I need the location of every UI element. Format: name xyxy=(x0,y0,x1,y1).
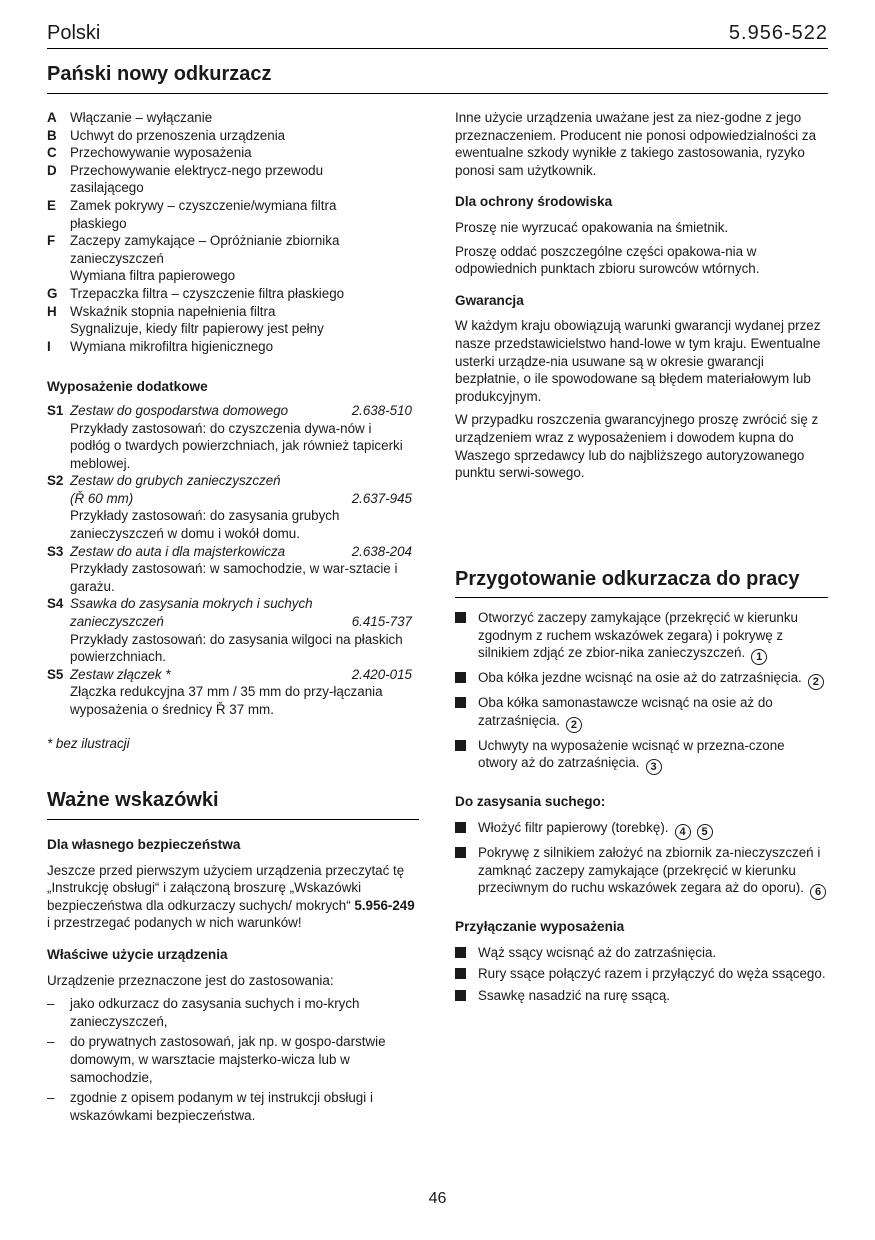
legend-line: Sygnalizuje, kiedy filtr papierowy jest pełny xyxy=(70,321,324,337)
page-header xyxy=(47,22,828,49)
section-title-new-vacuum: Pański nowy odkurzacz xyxy=(47,63,272,85)
legend-key: E xyxy=(47,197,56,213)
legend-line: Przechowywanie elektrycz-nego przewodu xyxy=(70,162,324,178)
legend-item xyxy=(47,144,412,162)
proper-use-list xyxy=(47,995,419,1124)
accessory-part-number: 2.637-945 xyxy=(351,490,412,506)
section-rule xyxy=(455,597,828,598)
bullet-square-icon xyxy=(455,947,466,958)
step-text-content: Oba kółka samonastawcze wcisnąć na osie aż do zatrzaśnięcia. xyxy=(478,695,773,728)
figure-ref-icon: 3 xyxy=(646,759,662,775)
dash-marker: – xyxy=(47,1034,55,1050)
legend-text xyxy=(70,127,412,145)
legend-line: Zamek pokrywy – czyszczenie/wymiana filtra xyxy=(70,197,337,213)
proper-use-text: jako odkurzacz do zasysania suchych i mo-krych zanieczyszczeń, xyxy=(70,996,360,1029)
legend-line: płaskiego xyxy=(70,215,127,231)
legend-line: Przechowywanie wyposażenia xyxy=(70,145,252,161)
warranty-text-2: W przypadku roszczenia gwarancyjnego proszę zwrócić się z urządzeniem wraz z wyposażeniem i dowodem kupna do Waszego sprzedawcy lub do najbliższego autoryzowanego punktu serwi-sowego. xyxy=(455,412,819,481)
legend-key: D xyxy=(47,162,57,178)
figure-ref-icon: 6 xyxy=(810,884,826,900)
legend-key: F xyxy=(47,233,56,249)
legend-text xyxy=(70,338,412,356)
accessory-title-line xyxy=(70,595,412,613)
dry-vacuum-title: Do zasysania suchego: xyxy=(455,794,606,810)
accessory-description: Złączka redukcyjna 37 mm / 35 mm do przy-łączania wyposażenia o średnicy Ř 37 mm. xyxy=(70,684,383,717)
step-item xyxy=(455,944,827,962)
bullet-square-icon xyxy=(455,697,466,708)
step-text xyxy=(478,944,716,962)
parts-legend xyxy=(47,109,412,355)
step-item xyxy=(455,737,827,776)
accessory-key: S1 xyxy=(47,402,64,418)
step-item xyxy=(455,694,827,733)
bullet-square-icon xyxy=(455,740,466,751)
accessory-title-line xyxy=(70,402,412,420)
legend-text xyxy=(70,144,412,162)
step-item xyxy=(455,669,827,690)
legend-item xyxy=(47,109,412,127)
warranty-title: Gwarancja xyxy=(455,292,524,308)
step-text xyxy=(478,669,824,690)
legend-line: Zaczepy zamykające – Opróżnianie zbiornika xyxy=(70,233,340,249)
step-text xyxy=(478,965,826,983)
accessory-key: S2 xyxy=(47,473,64,489)
proper-use-text: do prywatnych zastosowań, jak np. w gospo-darstwie domowym, w warsztacie majsterko-wicza lub w samochodzie, xyxy=(70,1034,386,1085)
accessory-title-line xyxy=(70,543,412,561)
accessory-body xyxy=(70,402,412,472)
language-label: Polski xyxy=(47,22,101,44)
legend-text xyxy=(70,232,412,285)
section-rule xyxy=(47,819,419,820)
accessory-part-number: 2.638-204 xyxy=(351,543,412,559)
step-text-content: Włożyć filtr papierowy (torebkę). xyxy=(478,819,669,835)
legend-line: Trzepaczka filtra – czyszczenie filtra płaskiego xyxy=(70,285,345,301)
legend-text xyxy=(70,109,412,127)
proper-use-intro: Urządzenie przeznaczone jest do zastosowania: xyxy=(47,972,334,988)
legend-key: I xyxy=(47,338,51,354)
environment-text-1: Proszę nie wyrzucać opakowania na śmietnik. xyxy=(455,219,729,235)
document-code: 5.956-522 xyxy=(728,22,828,44)
bullet-square-icon xyxy=(455,822,466,833)
step-text-content: Otworzyć zaczepy zamykające (przekręcić w kierunku zgodnym z ruchem wskazówek zegara) i pokrywę z silnikiem zdjąć ze zbior-nika zanieczyszczeń. xyxy=(478,610,798,661)
section-rule xyxy=(47,93,828,94)
accessory-body xyxy=(70,666,412,719)
legend-line: Wskaźnik stopnia napełnienia filtra xyxy=(70,303,276,319)
accessory-body xyxy=(70,595,412,665)
safety-title: Dla własnego bezpieczeństwa xyxy=(47,837,241,852)
legend-key: A xyxy=(47,110,57,125)
legend-item xyxy=(47,232,412,285)
connect-accessories-steps xyxy=(455,944,827,1005)
legend-text xyxy=(70,197,412,232)
step-item xyxy=(455,987,827,1005)
accessory-name: Ssawka do zasysania mokrych i suchych xyxy=(70,596,313,612)
proper-use-item xyxy=(47,995,419,1030)
accessory-item xyxy=(47,402,412,472)
step-item xyxy=(455,819,827,840)
accessory-description: Przykłady zastosowań: do czyszczenia dywa-nów i podłóg o twardych powierzchniach, jak również tapicerki meblowej. xyxy=(70,420,403,471)
legend-item xyxy=(47,303,412,338)
right-column-top xyxy=(455,109,827,488)
accessory-item xyxy=(47,595,412,665)
accessory-title-line xyxy=(70,613,412,631)
step-text-content: Wąż ssący wcisnąć aż do zatrzaśnięcia. xyxy=(478,944,717,960)
accessory-key: S5 xyxy=(47,666,64,682)
dash-marker: – xyxy=(47,1090,55,1106)
accessory-item xyxy=(47,543,412,596)
bullet-square-icon xyxy=(455,847,466,858)
legend-line: Wymiana filtra papierowego xyxy=(70,268,236,284)
step-text xyxy=(478,819,713,840)
accessory-part-number: 6.415-737 xyxy=(351,614,412,630)
legend-line: Wymiana mikrofiltra higienicznego xyxy=(70,338,274,354)
footnote: * bez ilustracji xyxy=(47,735,130,751)
accessories-list xyxy=(47,402,412,719)
step-text-content: Uchwyty na wyposażenie wcisnąć w przezna-czone otwory aż do zatrzaśnięcia. xyxy=(478,737,785,771)
accessory-key: S4 xyxy=(47,596,64,612)
bullet-square-icon xyxy=(455,612,466,623)
figure-ref-icon: 2 xyxy=(566,717,582,733)
step-text-content: Rury ssące połączyć razem i przyłączyć do węża ssącego. xyxy=(478,966,826,982)
legend-item xyxy=(47,162,412,197)
accessory-name: (Ř 60 mm) xyxy=(70,490,134,506)
dash-marker: – xyxy=(47,996,55,1012)
accessory-part-number: 2.638-510 xyxy=(351,402,412,418)
accessory-description: Przykłady zastosowań: do zasysania wilgoci na płaskich powierzchniach. xyxy=(70,631,403,665)
legend-line: zanieczyszczeń xyxy=(70,250,164,266)
section-title-important-notes: Ważne wskazówki xyxy=(47,789,219,811)
legend-key: H xyxy=(47,303,57,319)
environment-title: Dla ochrony środowiska xyxy=(455,194,613,210)
legend-key: C xyxy=(47,145,57,161)
bullet-square-icon xyxy=(455,672,466,683)
legend-line: zasilającego xyxy=(70,180,144,196)
proper-use-item xyxy=(47,1089,419,1124)
accessory-description: Przykłady zastosowań: do zasysania grubych zanieczyszczeń w domu i wokół domu. xyxy=(70,508,340,542)
accessory-title-line xyxy=(70,490,412,508)
bullet-square-icon xyxy=(455,968,466,979)
accessory-name: Zestaw złączek * xyxy=(70,666,171,682)
accessory-body xyxy=(70,543,412,596)
accessory-title-line xyxy=(70,666,412,684)
legend-key: B xyxy=(47,127,57,143)
legend-line: Włączanie – wyłączanie xyxy=(70,110,213,125)
accessory-name: Zestaw do grubych zanieczyszczeń xyxy=(70,473,281,489)
step-text xyxy=(478,737,827,776)
legend-item xyxy=(47,338,412,356)
figure-ref-icon: 4 xyxy=(675,824,691,840)
left-column-bottom xyxy=(47,836,419,1127)
legend-item xyxy=(47,285,412,303)
accessory-item xyxy=(47,666,412,719)
accessory-name: Zestaw do auta i dla majsterkowicza xyxy=(70,543,286,559)
bullet-square-icon xyxy=(455,990,466,1001)
proper-use-title: Właściwe użycie urządzenia xyxy=(47,946,228,962)
step-text-content: Ssawkę nasadzić na rurę ssącą. xyxy=(478,987,671,1003)
accessories-title: Wyposażenie dodatkowe xyxy=(47,379,208,395)
step-text xyxy=(478,987,670,1005)
page-number: 46 xyxy=(428,1190,447,1207)
legend-text xyxy=(70,162,412,197)
figure-ref-icon: 5 xyxy=(697,824,713,840)
step-text xyxy=(478,694,827,733)
warranty-text-1: W każdym kraju obowiązują warunki gwarancji wydanej przez nasze przedstawicielstwo hand-lowe w tym kraju. Ewentualne usterki urządze-nia usuwane są w okresie gwarancji bezpłatnie, o ile spowodowane są błędem materiałowym lub produkcyjnym. xyxy=(455,318,821,404)
step-text xyxy=(478,844,827,900)
accessory-description: Przykłady zastosowań: w samochodzie, w war-sztacie i garażu. xyxy=(70,561,398,594)
other-use-text: Inne użycie urządzenia uważane jest za niez-godne z jego przeznaczeniem. Producent nie ponosi odpowiedzialności za ewentualne szkody wynikłe z takiego zastosowania, ryzyko ponosi sam użytkownik. xyxy=(455,110,817,178)
accessory-part-number: 2.420-015 xyxy=(351,666,412,682)
safety-text: Jeszcze przed pierwszym użyciem urządzenia przeczytać tę „Instrukcję obsługi“ i załączoną broszurę „Wskazówki bezpieczeństwa dla odkurzaczy suchych/ mokrych“ 5.956-249 i przestrzegać podanych w nich warunków! xyxy=(47,862,415,931)
connect-accessories-title: Przyłączanie wyposażenia xyxy=(455,919,625,935)
accessory-item xyxy=(47,472,412,542)
step-text-content: Oba kółka jezdne wcisnąć na osie aż do zatrzaśnięcia. xyxy=(478,670,802,686)
step-item xyxy=(455,965,827,983)
section-title-preparation: Przygotowanie odkurzacza do pracy xyxy=(455,568,800,590)
figure-ref-icon: 1 xyxy=(751,649,767,665)
proper-use-item xyxy=(47,1033,419,1086)
accessory-title-line xyxy=(70,472,412,490)
proper-use-text: zgodnie z opisem podanym w tej instrukcji obsługi i wskazówkami bezpieczeństwa. xyxy=(70,1090,373,1123)
accessory-name: zanieczyszczeń xyxy=(70,614,164,630)
environment-text-2: Proszę oddać poszczególne części opakowa-nia w odpowiednich punktach zbioru surowców wtórnych. xyxy=(455,243,760,277)
right-column-bottom xyxy=(455,609,827,1009)
step-text xyxy=(478,609,827,665)
legend-key: G xyxy=(47,285,58,301)
legend-text xyxy=(70,303,412,338)
legend-item xyxy=(47,197,412,232)
step-item xyxy=(455,609,827,665)
left-column-top xyxy=(47,109,412,752)
preparation-steps xyxy=(455,609,827,775)
legend-item xyxy=(47,127,412,145)
legend-line: Uchwyt do przenoszenia urządzenia xyxy=(70,127,286,143)
accessory-key: S3 xyxy=(47,543,64,559)
accessory-body xyxy=(70,472,412,542)
accessory-name: Zestaw do gospodarstwa domowego xyxy=(70,402,289,418)
figure-ref-icon: 2 xyxy=(808,674,824,690)
legend-text xyxy=(70,285,412,303)
step-item xyxy=(455,844,827,900)
dry-vacuum-steps xyxy=(455,819,827,900)
step-text-content: Pokrywę z silnikiem założyć na zbiornik za-nieczyszczeń i zamknąć zaczepy zamykające (przekręcić w kierunku przeciwnym do ruchu wskazówek zegara aż do oporu). xyxy=(478,844,821,896)
